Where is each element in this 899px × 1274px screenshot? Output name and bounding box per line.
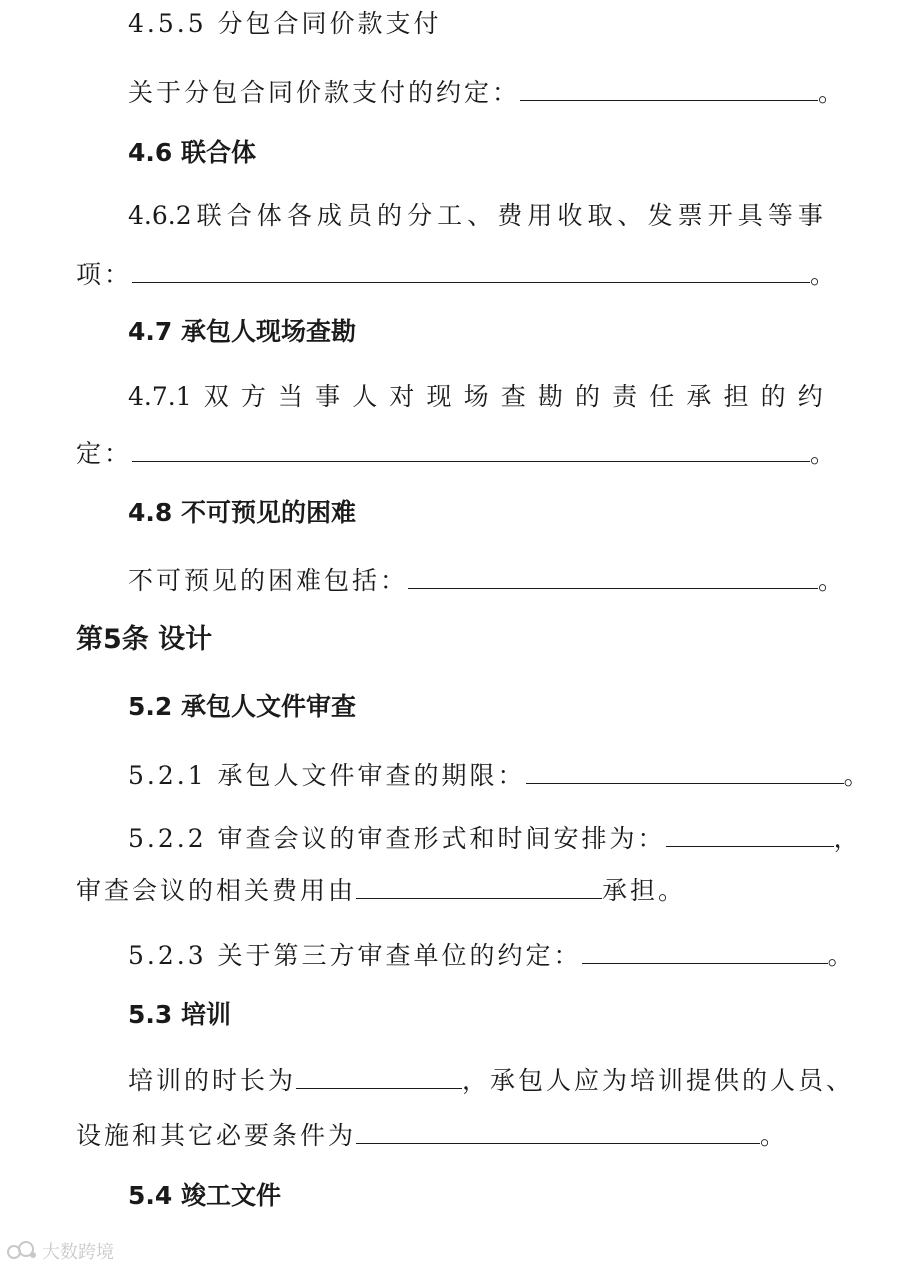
watermark <box>6 1238 114 1264</box>
blank-field[interactable] <box>356 870 602 899</box>
section-4-7-1-line2: 定： 。 <box>76 433 838 473</box>
section-4-6-2-line1 <box>128 196 823 236</box>
blank-field[interactable] <box>520 72 818 101</box>
section-5-2-1-text: 5.2.1 承包人文件审查的期限： 。 <box>128 755 872 795</box>
section-4-7-heading: 4.7 承包人现场查勘 <box>128 317 356 346</box>
bubble-logo-icon <box>6 1240 38 1262</box>
section-5-2-2-line1: 5.2.2 审查会议的审查形式和时间安排为： ， <box>128 818 862 858</box>
section-5-3-heading: 5.3 培训 <box>128 1000 231 1029</box>
section-4-8-heading: 4.8 不可预见的困难 <box>128 498 356 527</box>
section-4-6-heading: 4.6 联合体 <box>128 138 256 167</box>
section-4-8-text: 不可预见的困难包括： 。 <box>128 560 846 600</box>
justified-text: 4.6.2 联 合 体 各 成 员 的 分 工 、 费 用 收 取 、 发 票 开 具 等 事 <box>128 201 823 230</box>
section-4-5-5-text: 关于分包合同价款支付的约定： 。 <box>128 72 846 112</box>
blank-field[interactable] <box>132 254 810 283</box>
section-5-2-heading: 5.2 承包人文件审查 <box>128 692 356 721</box>
section-5-3-line2: 设施和其它必要条件为 。 <box>76 1115 788 1155</box>
justified-text: 4.7.1 双 方 当 事 人 对 现 场 查 勘 的 责 任 承 担 的 约 <box>128 382 823 411</box>
section-5-4-heading: 5.4 竣工文件 <box>128 1181 281 1210</box>
section-5-2-3-text: 5.2.3 关于第三方审查单位的约定： 。 <box>128 935 856 975</box>
section-5-2-2-line2: 审查会议的相关费用由 承担。 <box>76 870 686 910</box>
section-4-5-5-heading: 4.5.5 分包合同价款支付 <box>128 9 442 38</box>
blank-field[interactable] <box>408 560 818 589</box>
section-4-6-2-line2: 项： 。 <box>76 254 838 294</box>
blank-field[interactable] <box>582 935 828 964</box>
section-4-7-1-line1 <box>128 377 823 417</box>
section-5-3-line1: 培训的时长为 ，承包人应为培训提供的人员、 <box>128 1060 854 1100</box>
blank-field[interactable] <box>526 755 844 784</box>
blank-field[interactable] <box>132 433 810 462</box>
article-5-heading: 第5条 设计 <box>76 624 213 655</box>
blank-field[interactable] <box>666 818 834 847</box>
blank-field[interactable] <box>356 1115 760 1144</box>
blank-field[interactable] <box>296 1060 462 1089</box>
watermark-text: 大数跨境 <box>42 1242 114 1263</box>
